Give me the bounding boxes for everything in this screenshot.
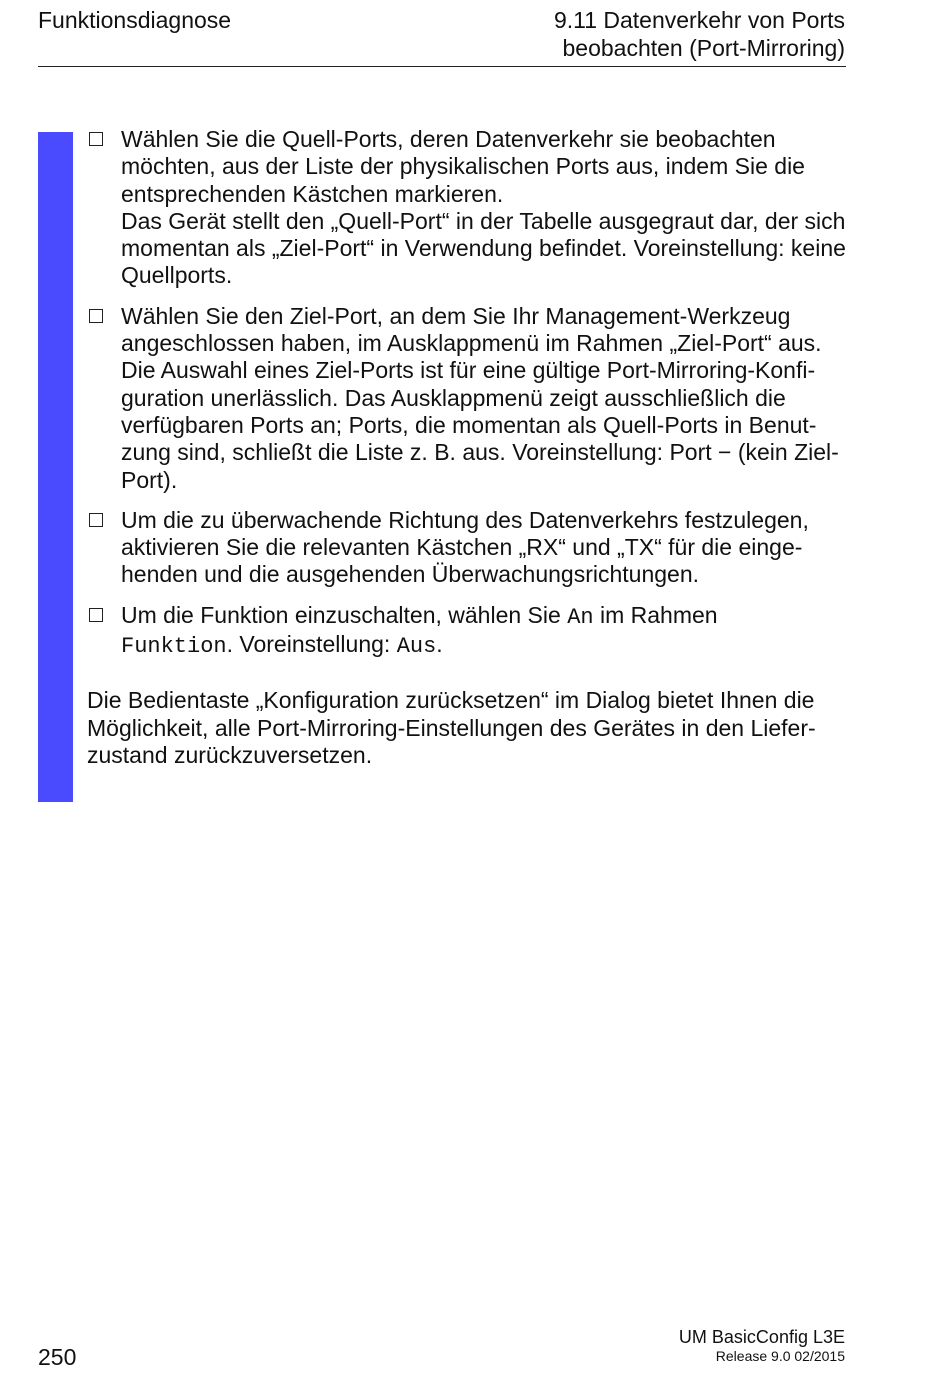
step-item [87,126,847,290]
section-title-line1: 9.11 Datenverkehr von Ports [553,7,845,33]
step-text: Wählen Sie den Ziel-Port, an dem Sie Ihr Management-Werkzeug angeschlossen haben, im Ausklappmenü im Rahmen „Ziel-Port“ aus. Die Auswahl eines Ziel-Ports ist für eine gültige Port-Mirroring-Konfiguration unerlässlich. Das Ausklappmenü zeigt ausschließlich die verfügbaren Ports an; Ports, die momentan als Quell-Ports in Benutzung sind, schließt die Liste z. B. aus. Voreinstellung: Port − (kein Ziel-Port). [121,302,839,493]
step-item [87,507,847,589]
footer-doc-info [679,1326,845,1365]
header-divider [38,66,846,67]
running-header-chapter: Funktionsdiagnose [38,7,232,33]
section-title-line2: beobachten (Port-Mirroring) [562,35,845,61]
step-text: Wählen Sie die Quell-Ports, deren Datenverkehr sie beobachten möchten, aus der Liste der physikalischen Ports aus, indem Sie die entsprechenden Kästchen markieren. [121,126,805,207]
ui-frame-code: Funktion [121,634,227,660]
step-text-part: . Voreinstellung: [226,631,391,658]
checkbox-icon [89,513,103,527]
checkbox-icon [89,309,103,323]
ui-value-code: An [567,604,594,630]
ui-value-code: Aus [396,634,437,660]
step-text-part: Um die Funktion einzuschalten, wählen Sie [121,601,561,628]
step-item [87,602,847,661]
step-text-part: im Rahmen [599,601,718,628]
note-paragraph: Die Bedientaste „Konfiguration zurücksetzen“ im Dialog bietet Ihnen die Möglichkeit, alle Port-Mirroring-Einstellungen des Gerätes in den Lieferzustand zurückzuversetzen. [87,687,816,768]
step-text: Um die zu überwachende Richtung des Datenverkehrs festzulegen, aktivieren Sie die relevanten Kästchen „RX“ und „TX“ für die eingehenden und die ausgehenden Überwachungsrichtungen. [121,506,809,588]
step-text: Das Gerät stellt den „Quell-Port“ in der Tabelle ausgegraut dar, der sich momentan als „Ziel-Port“ in Verwendung befindet. Voreinstellung: keine Quellports. [121,207,846,289]
checkbox-icon [89,132,103,146]
procedure-marker-bar [38,132,73,802]
running-header-section [554,6,845,62]
page-body [87,126,847,769]
doc-title: UM BasicConfig L3E [678,1327,845,1347]
step-text-part: . [436,631,443,658]
page-number: 250 [38,1344,77,1370]
step-text [121,602,847,661]
checkbox-icon [89,608,103,622]
release-info: Release 9.0 02/2015 [715,1348,845,1364]
step-item [87,303,847,494]
